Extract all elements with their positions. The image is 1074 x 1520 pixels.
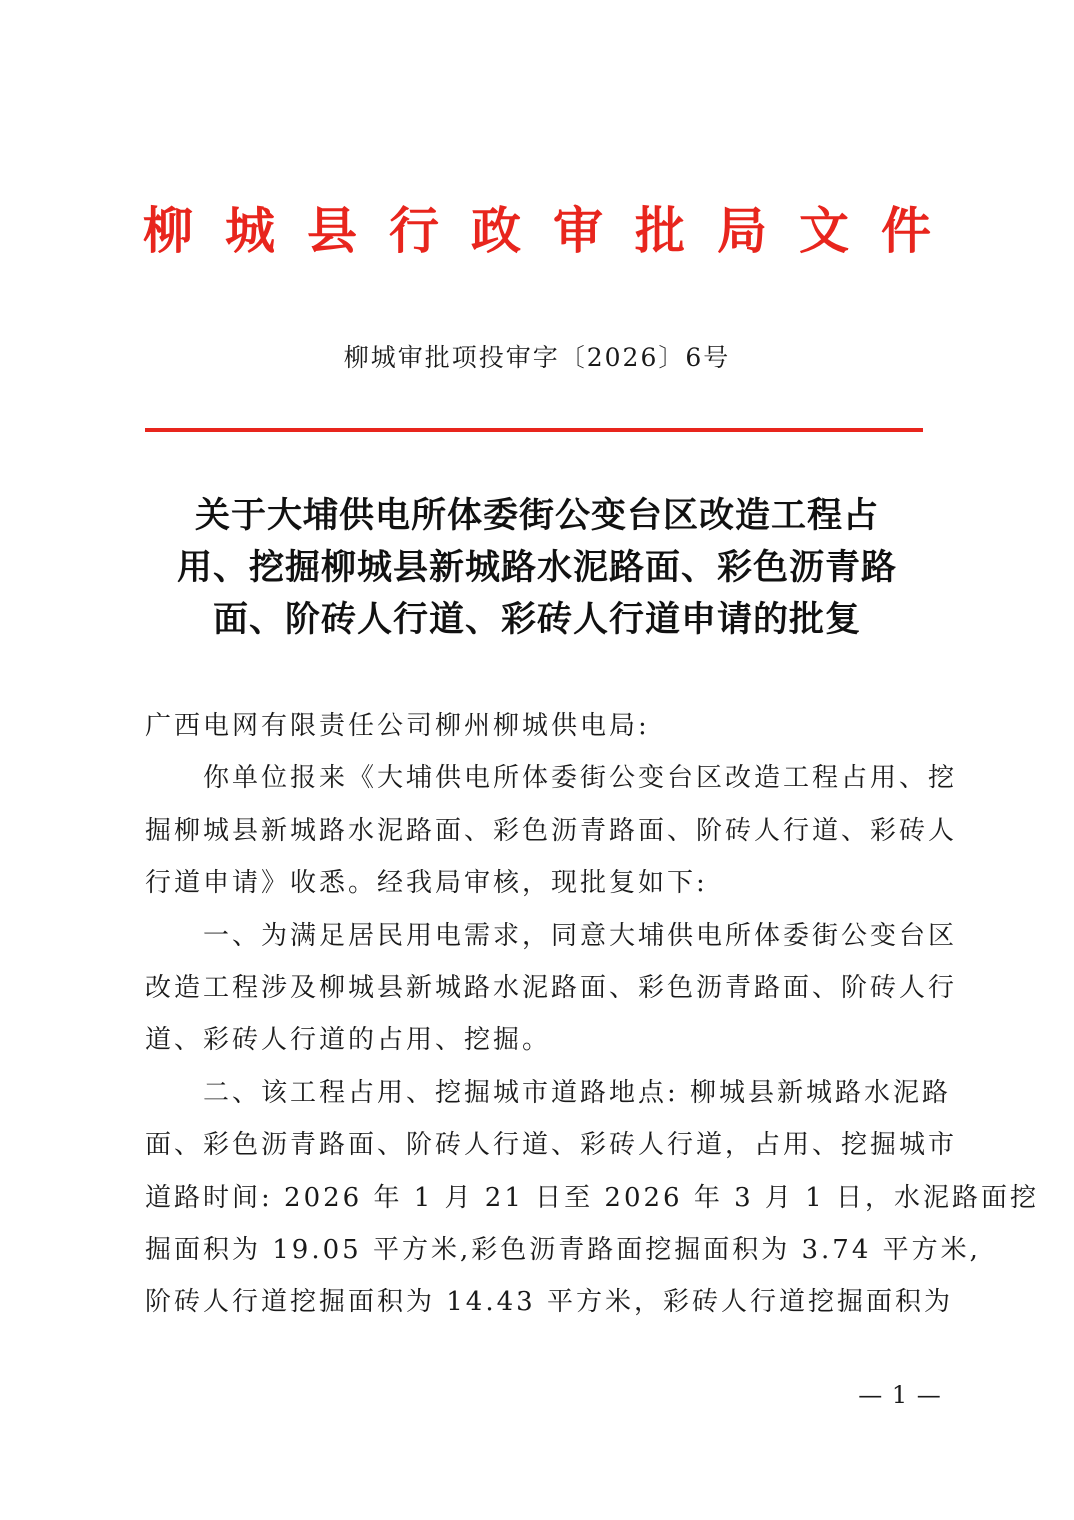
paragraph-line: 行道申请》收悉。经我局审核，现批复如下: bbox=[145, 868, 708, 899]
paragraph-line: 二、该工程占用、挖掘城市道路地点: 柳城县新城路水泥路 bbox=[203, 1077, 952, 1108]
document-body bbox=[145, 700, 1039, 1329]
subject-line: 面、阶砖人行道、彩砖人行道申请的批复 bbox=[212, 599, 861, 640]
subject-line: 用、挖掘柳城县新城路水泥路面、彩色沥青路 bbox=[176, 547, 897, 588]
paragraph-line: 你单位报来《大埔供电所体委街公变台区改造工程占用、挖 bbox=[203, 763, 958, 794]
paragraph-line: 掘面积为 19.05 平方米,彩色沥青路面挖掘面积为 3.74 平方米, bbox=[145, 1234, 981, 1265]
document-number: 柳城审批项投审字〔2026〕6号 bbox=[343, 343, 731, 372]
paragraph-line: 面、彩色沥青路面、阶砖人行道、彩砖人行道，占用、挖掘城市 bbox=[145, 1130, 958, 1161]
paragraph-line: 道、彩砖人行道的占用、挖掘。 bbox=[145, 1025, 552, 1056]
paragraph-line: 改造工程涉及柳城县新城路水泥路面、彩色沥青路面、阶砖人行 bbox=[145, 972, 958, 1003]
addressee: 广西电网有限责任公司柳州柳城供电局: bbox=[145, 711, 650, 741]
subject-line: 关于大埔供电所体委街公变台区改造工程占 bbox=[194, 495, 879, 536]
page-number: — 1 — bbox=[858, 1381, 942, 1409]
red-divider-line bbox=[145, 428, 923, 432]
issuer-title: 柳城县行政审批局文件 bbox=[143, 202, 963, 260]
paragraph-line: 道路时间: 2026 年 1 月 21 日至 2026 年 3 月 1 日，水泥路面挖 bbox=[145, 1182, 1039, 1213]
paragraph-line: 阶砖人行道挖掘面积为 14.43 平方米，彩砖人行道挖掘面积为 bbox=[145, 1287, 953, 1318]
paragraph-line: 掘柳城县新城路水泥路面、彩色沥青路面、阶砖人行道、彩砖人 bbox=[145, 815, 958, 846]
paragraph-line: 一、为满足居民用电需求，同意大埔供电所体委街公变台区 bbox=[203, 920, 958, 951]
document-subject bbox=[130, 490, 944, 646]
